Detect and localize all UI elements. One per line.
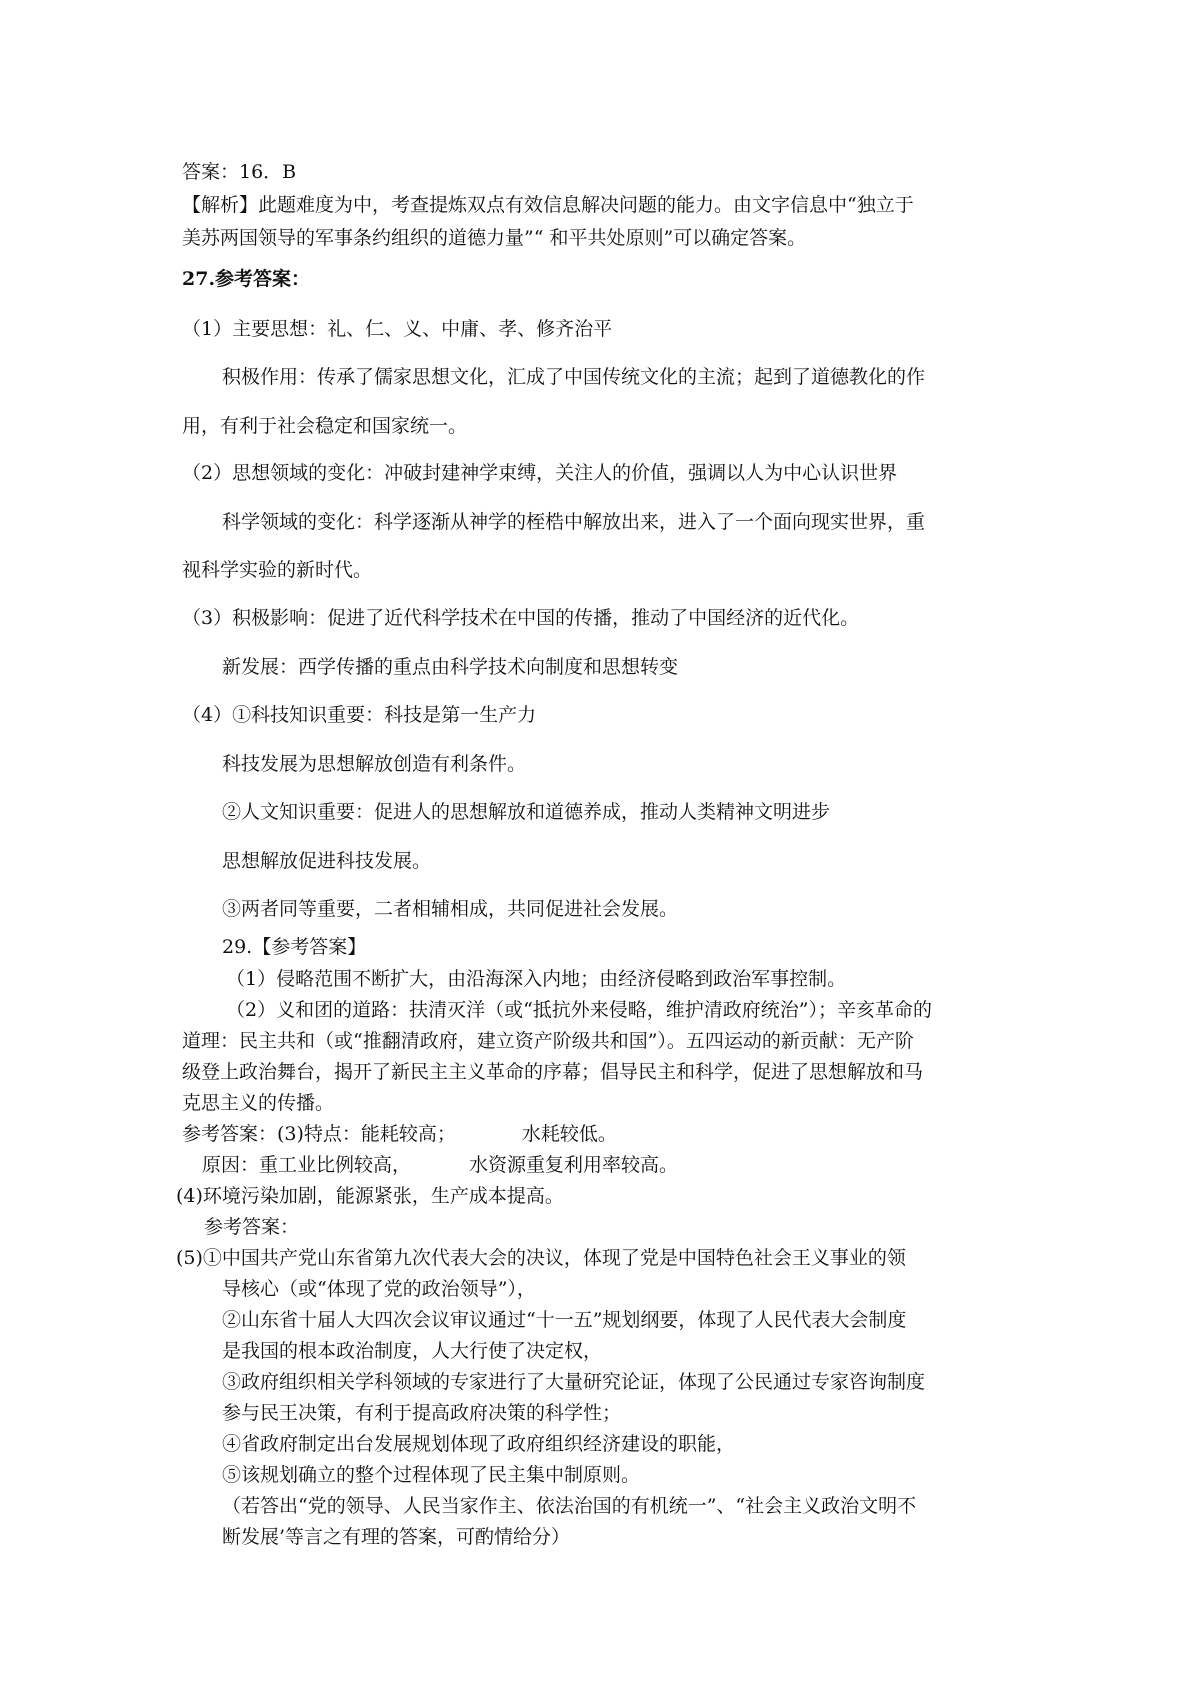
q27-p3-impact: （3）积极影响：促进了近代科学技术在中国的传播，推动了中国经济的近代化。 bbox=[182, 607, 860, 629]
q27-p1-effect-2: 用，有利于社会稳定和国家统一。 bbox=[182, 415, 468, 437]
geo-water: 水耗较低。 bbox=[521, 1123, 617, 1145]
geo-line-3: (4)环境污染加剧，能源紧张，生产成本提高。 bbox=[176, 1185, 564, 1207]
q27-p4-line-1: （4）①科技知识重要：科技是第一生产力 bbox=[182, 704, 537, 726]
q27-p3-new: 新发展：西学传播的重点由科学技术向制度和思想转变 bbox=[222, 656, 679, 678]
q29-p2-line-4: 克思主义的传播。 bbox=[182, 1092, 335, 1114]
q29-p1: （1）侵略范围不断扩大，由沿海深入内地；由经济侵略到政治军事控制。 bbox=[226, 968, 847, 990]
pol-line-9: （若答出“党的领导、人民当家作主、依法治国的有机统一”、“社会主义政治文明不 bbox=[222, 1495, 917, 1517]
q27-p2-thought: （2）思想领域的变化：冲破封建神学束缚，关注人的价值，强调以人为中心认识世界 bbox=[182, 462, 898, 484]
pol-line-1: (5)①中国共产党山东省第九次代表大会的决议，体现了党是中国特色社会王义事业的领 bbox=[176, 1247, 906, 1269]
q29-heading: 29.【参考答案】 bbox=[222, 936, 367, 958]
q29-p2-line-2: 道理：民主共和（或“推翻清政府，建立资产阶级共和国”）。五四运动的新贡献：无产阶 bbox=[182, 1030, 914, 1052]
pol-line-4: 是我国的根本政治制度，人大行使了决定权， bbox=[222, 1340, 603, 1362]
pol-line-7: ④省政府制定出台发展规划体现了政府组织经济建设的职能， bbox=[222, 1433, 736, 1455]
q27-p4-line-3: ②人文知识重要：促进人的思想解放和道德养成，推动人类精神文明进步 bbox=[222, 801, 831, 823]
pol-line-2: 导核心（或“体现了党的政治领导”）， bbox=[222, 1278, 536, 1300]
q27-p4-line-5: ③两者同等重要，二者相辅相成，共同促进社会发展。 bbox=[222, 898, 679, 920]
geo-line-2 bbox=[202, 1152, 678, 1178]
q29-p2-line-1: （2）义和团的道路：扶清灭洋（或“抵抗外来侵略，维护清政府统治”）；辛亥革命的 bbox=[226, 999, 933, 1021]
pol-line-5: ③政府组织相关学科领域的专家进行了大量研究论证，体现了公民通过专家咨询制度 bbox=[222, 1371, 926, 1393]
q27-p4-line-4: 思想解放促进科技发展。 bbox=[222, 850, 432, 872]
answer-16: 答案：16．B bbox=[182, 161, 297, 183]
analysis-line-1: 【解析】此题难度为中，考查提炼双点有效信息解决问题的能力。由文字信息中“独立于 bbox=[182, 194, 914, 216]
geo-reason: 原因：重工业比例较高， bbox=[202, 1154, 412, 1176]
analysis-line-2: 美苏两国领导的军事条约组织的道德力量”“ 和平共处原则”可以确定答案。 bbox=[182, 227, 807, 249]
q27-heading: 27.参考答案： bbox=[182, 268, 311, 290]
q27-p1-main: （1）主要思想：礼、仁、义、中庸、孝、修齐治平 bbox=[182, 318, 613, 340]
q27-p2-science-2: 视科学实验的新时代。 bbox=[182, 559, 373, 581]
geo-reason-water: 水资源重复利用率较高。 bbox=[469, 1154, 679, 1176]
geo-line-1 bbox=[182, 1121, 617, 1147]
geo-feature: 参考答案：(3)特点：能耗较高； bbox=[182, 1123, 456, 1145]
q27-p1-effect-1: 积极作用：传承了儒家思想文化，汇成了中国传统文化的主流；起到了道德教化的作 bbox=[222, 366, 926, 388]
q27-p4-line-2: 科技发展为思想解放创造有利条件。 bbox=[222, 753, 527, 775]
pol-line-3: ②山东省十届人大四次会议审议通过“十一五”规划纲要，体现了人民代表大会制度 bbox=[222, 1309, 907, 1331]
pol-heading: 参考答案： bbox=[204, 1216, 300, 1238]
q29-p2-line-3: 级登上政治舞台，揭开了新民主主义革命的序幕；倡导民主和科学，促进了思想解放和马 bbox=[182, 1061, 924, 1083]
pol-line-8: ⑤该规划确立的整个过程体现了民主集中制原则。 bbox=[222, 1464, 641, 1486]
pol-line-6: 参与民王决策，有利于提高政府决策的科学性； bbox=[222, 1402, 622, 1424]
q27-p2-science-1: 科学领域的变化：科学逐渐从神学的桎梏中解放出来，进入了一个面向现实世界，重 bbox=[222, 511, 926, 533]
pol-line-10: 断发展’等言之有理的答案，可酌情给分） bbox=[222, 1526, 571, 1548]
